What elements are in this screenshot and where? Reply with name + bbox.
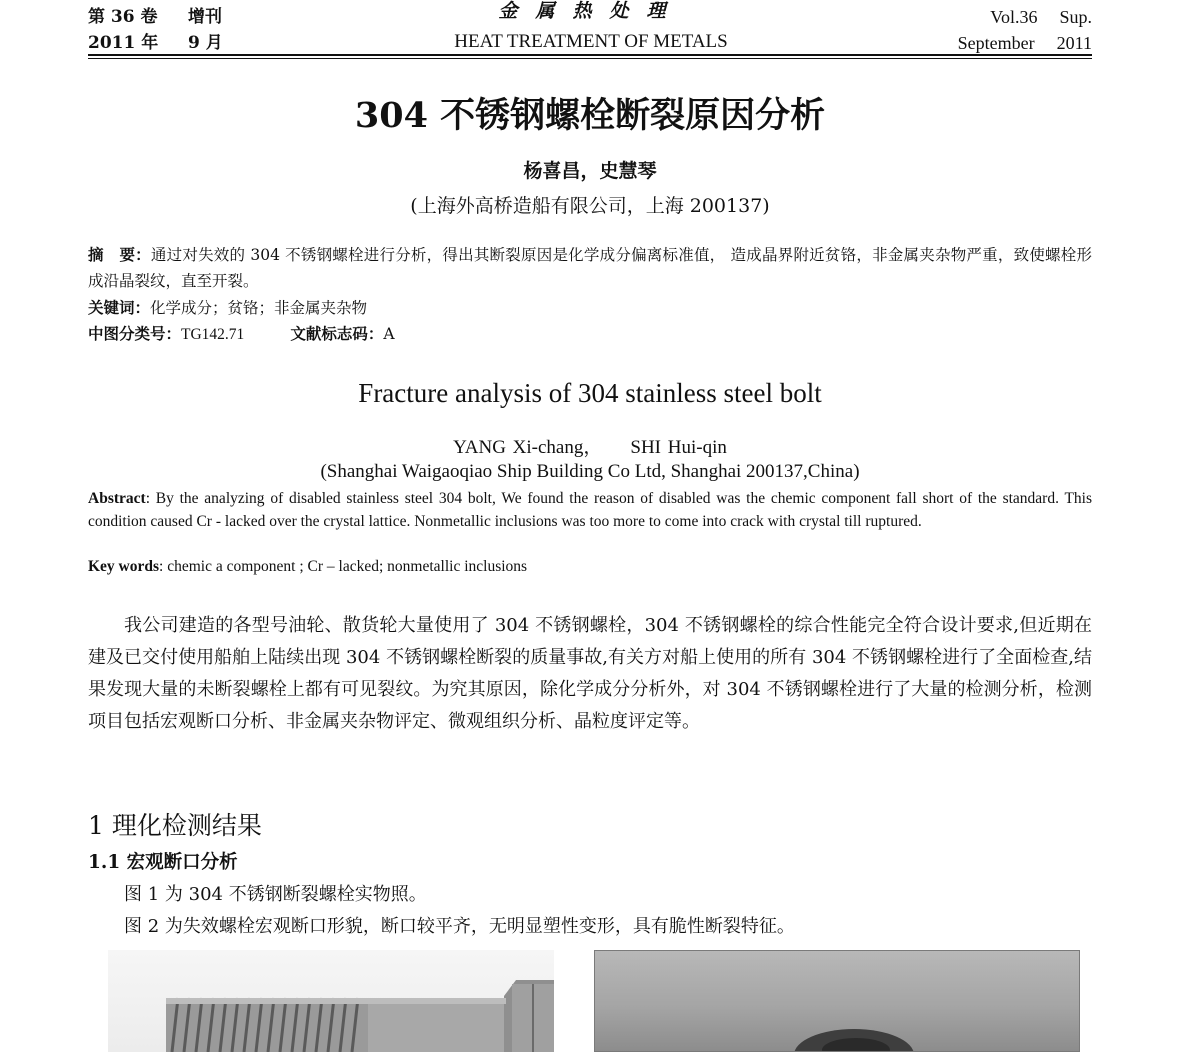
clc-label: 中图分类号： [88, 324, 182, 343]
keywords-cn-text: 化学成分；贫铬；非金属夹杂物 [150, 299, 368, 317]
abstract-cn [88, 242, 1092, 294]
bolt-illustration [108, 950, 554, 1052]
abstract-en-label: Abstract [88, 490, 146, 507]
running-header [88, 0, 1092, 56]
supplement-en: Sup. [1059, 7, 1092, 27]
journal-title-en: HEAT TREATMENT OF METALS [454, 31, 728, 52]
month-en: September [957, 33, 1035, 53]
keywords-en-label: Key words [88, 558, 160, 575]
affiliation-cn: (上海外高桥造船有限公司，上海 200137) [410, 195, 770, 217]
authors-en [88, 432, 1092, 459]
doc-code-value: A [383, 325, 395, 343]
header-left [88, 4, 223, 56]
year-en: 2011 [1056, 33, 1092, 53]
clc-value: TG142.71 [181, 326, 245, 343]
figure-2-fracture-photo [594, 950, 1080, 1052]
journal-name [388, 0, 794, 56]
affiliation-en: (Shanghai Waigaoqiao Ship Building Co Ltd, Shanghai 200137,China) [320, 461, 860, 482]
fracture-illustration [594, 950, 1080, 1052]
year-cn: 2011 年 [88, 33, 159, 53]
classification-line [88, 321, 1092, 348]
author-2-en: SHI Hui-qin [630, 437, 727, 458]
volume-en: Vol.36 [990, 7, 1038, 27]
header-rule [88, 54, 1092, 56]
section-1-1-heading [88, 848, 238, 874]
paper-title-cn: 304 不锈钢螺栓断裂原因分析 [354, 95, 826, 136]
paper-title-en: Fracture analysis of 304 stainless steel bolt [358, 378, 822, 408]
figure-1-bolt-photo [108, 950, 554, 1052]
section-1-1-title: 宏观断口分析 [126, 852, 238, 873]
section-1-heading: 1 理化检测结果 [88, 811, 262, 840]
figure-2-paragraph: 图 2 为失效螺栓宏观断口形貌，断口较平齐，无明显塑性变形，具有脆性断裂特征。 [124, 916, 795, 937]
intro-paragraph: 我公司建造的各型号油轮、散货轮大量使用了 304 不锈钢螺栓，304 不锈钢螺栓的综合性能完全符合设计要求,但近期在建及已交付使用船舶上陆续出现 304 不锈钢螺栓断裂的质量事故,有关方对船上使用的所有 304 不锈钢螺栓进行了全面检查,结果发现大量的未断裂螺栓上都有可见裂纹。为究其原因，除化学成分分析外，对 304 不锈钢螺栓进行了大量的检测分析，检测项目包括宏观断口分析、非金属夹杂物评定、微观组织分析、晶粒度评定等。 [88, 615, 1092, 732]
doc-code-label: 文献标志码： [290, 324, 384, 343]
figure-1-paragraph: 图 1 为 304 不锈钢断裂螺栓实物照。 [124, 884, 427, 905]
authors-cn: 杨喜昌，史慧琴 [523, 160, 657, 182]
month-cn: 9 月 [188, 33, 223, 53]
section-1-1-number: 1.1 [88, 852, 121, 873]
abstract-en-text: : By the analyzing of disabled stainless steel 304 bolt, We found the reason of disabled was the chemic component fall short of the standard. This condition caused Cr - lacked over the crystal lattice. Nonmetallic inclusions was too more to come into crack with crystal till ruptured. [88, 490, 1092, 530]
header-right [958, 4, 1092, 56]
keywords-cn [88, 295, 1092, 321]
author-1-en: YANG Xi-chang， [453, 437, 603, 458]
abstract-cn-text: 通过对失效的 304 不锈钢螺栓进行分析，得出其断裂原因是化学成分偏离标准值， 造成晶界附近贫铬，非金属夹杂物严重，致使螺栓形成沿晶裂纹，直至开裂。 [88, 246, 1092, 290]
keywords-en [88, 555, 1092, 578]
abstract-en [88, 487, 1092, 533]
journal-title-cn: 金属热处理 [498, 0, 684, 22]
keywords-en-text: : chemic a component ; Cr – lacked; nonmetallic inclusions [159, 558, 528, 575]
volume-cn: 第 36 卷 [88, 7, 158, 27]
abstract-cn-label: 摘 要： [88, 245, 151, 264]
supplement-cn: 增刊 [188, 7, 222, 27]
keywords-cn-label: 关键词： [88, 298, 151, 317]
header-rule-thin [88, 58, 1092, 59]
